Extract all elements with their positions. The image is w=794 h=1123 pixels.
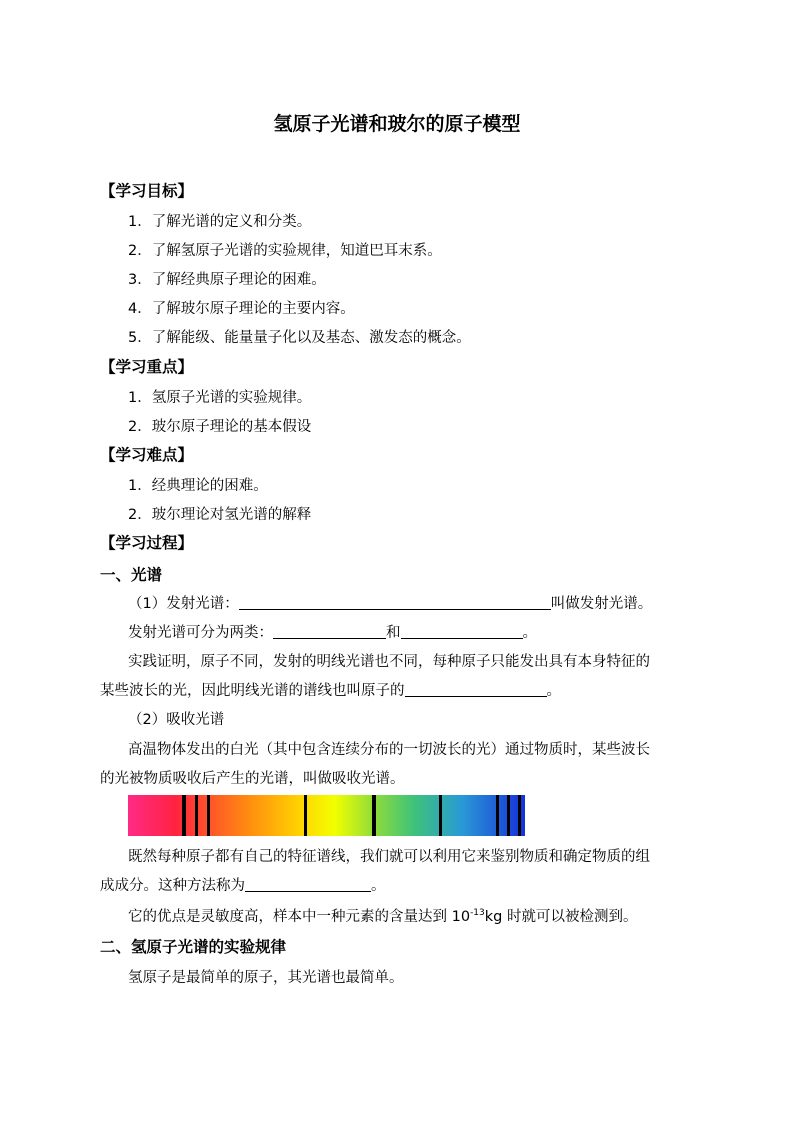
- emission-label: （1）发射光谱：: [128, 596, 239, 612]
- paragraph-line: 成成分。这种方法称为 。: [100, 878, 386, 894]
- difficulty-item: 1．经典理论的困难。: [128, 478, 268, 494]
- emission-suffix: 叫做发射光谱。: [550, 596, 653, 612]
- paragraph-line: 实践证明，原子不同，发射的明线光谱也不同，每种原子只能发出具有本身特征的: [128, 654, 650, 670]
- goal-item: 2．了解氢原子光谱的实验规律，知道巴耳末系。: [128, 243, 442, 259]
- emission-types-label: 发射光谱可分为两类：: [128, 625, 273, 641]
- emission-type-blank-2[interactable]: [401, 624, 523, 639]
- emission-types-end: 。: [522, 625, 537, 641]
- section-spectrum-heading: 一、光谱: [100, 566, 163, 584]
- paragraph-line: 氢原子是最简单的原子，其光谱也最简单。: [128, 970, 404, 986]
- key-point-item: 1．氢原子光谱的实验规律。: [128, 390, 312, 406]
- absorption-spectrum-image: [128, 795, 525, 836]
- paragraph-line: 某些波长的光，因此明线光谱的谱线也叫原子的 。: [100, 683, 561, 699]
- difficulty-item: 2．玻尔理论对氢光谱的解释: [128, 507, 312, 523]
- key-points-heading: 【学习重点】: [100, 358, 194, 376]
- paragraph-line: 高温物体发出的白光（其中包含连续分布的一切波长的光）通过物质时，某些波长: [128, 742, 650, 758]
- characteristic-lines-blank[interactable]: [405, 682, 547, 697]
- goal-item: 3．了解经典原子理论的困难。: [128, 272, 326, 288]
- spectral-analysis-blank[interactable]: [245, 877, 371, 892]
- goals-heading: 【学习目标】: [100, 182, 194, 200]
- section-hydrogen-heading: 二、氢原子光谱的实验规律: [100, 938, 287, 956]
- goal-item: 1．了解光谱的定义和分类。: [128, 214, 312, 230]
- emission-type-blank-1[interactable]: [273, 624, 386, 639]
- emission-types: [128, 623, 537, 643]
- goal-item: 5．了解能级、能量量子化以及基态、激发态的概念。: [128, 330, 471, 346]
- key-point-item: 2．玻尔原子理论的基本假设: [128, 419, 312, 435]
- paragraph-line: 既然每种原子都有自己的特征谱线，我们就可以利用它来鉴别物质和确定物质的组: [128, 849, 650, 865]
- exponent: -13: [470, 908, 485, 918]
- goal-item: 4．了解玻尔原子理论的主要内容。: [128, 301, 355, 317]
- paragraph-line: 它的优点是灵敏度高，样本中一种元素的含量达到 $10^{-13}kg$ 时就可以被检测到。: [128, 908, 638, 925]
- difficulties-heading: 【学习难点】: [100, 446, 194, 464]
- absorption-heading: （2）吸收光谱: [128, 712, 225, 728]
- emission-blank[interactable]: [239, 595, 551, 610]
- emission-definition: [128, 594, 652, 614]
- page-title: 氢原子光谱和玻尔的原子模型: [273, 113, 521, 135]
- emission-types-and: 和: [386, 625, 401, 641]
- process-heading: 【学习过程】: [100, 534, 194, 552]
- paragraph-line: 的光被物质吸收后产生的光谱，叫做吸收光谱。: [100, 771, 405, 787]
